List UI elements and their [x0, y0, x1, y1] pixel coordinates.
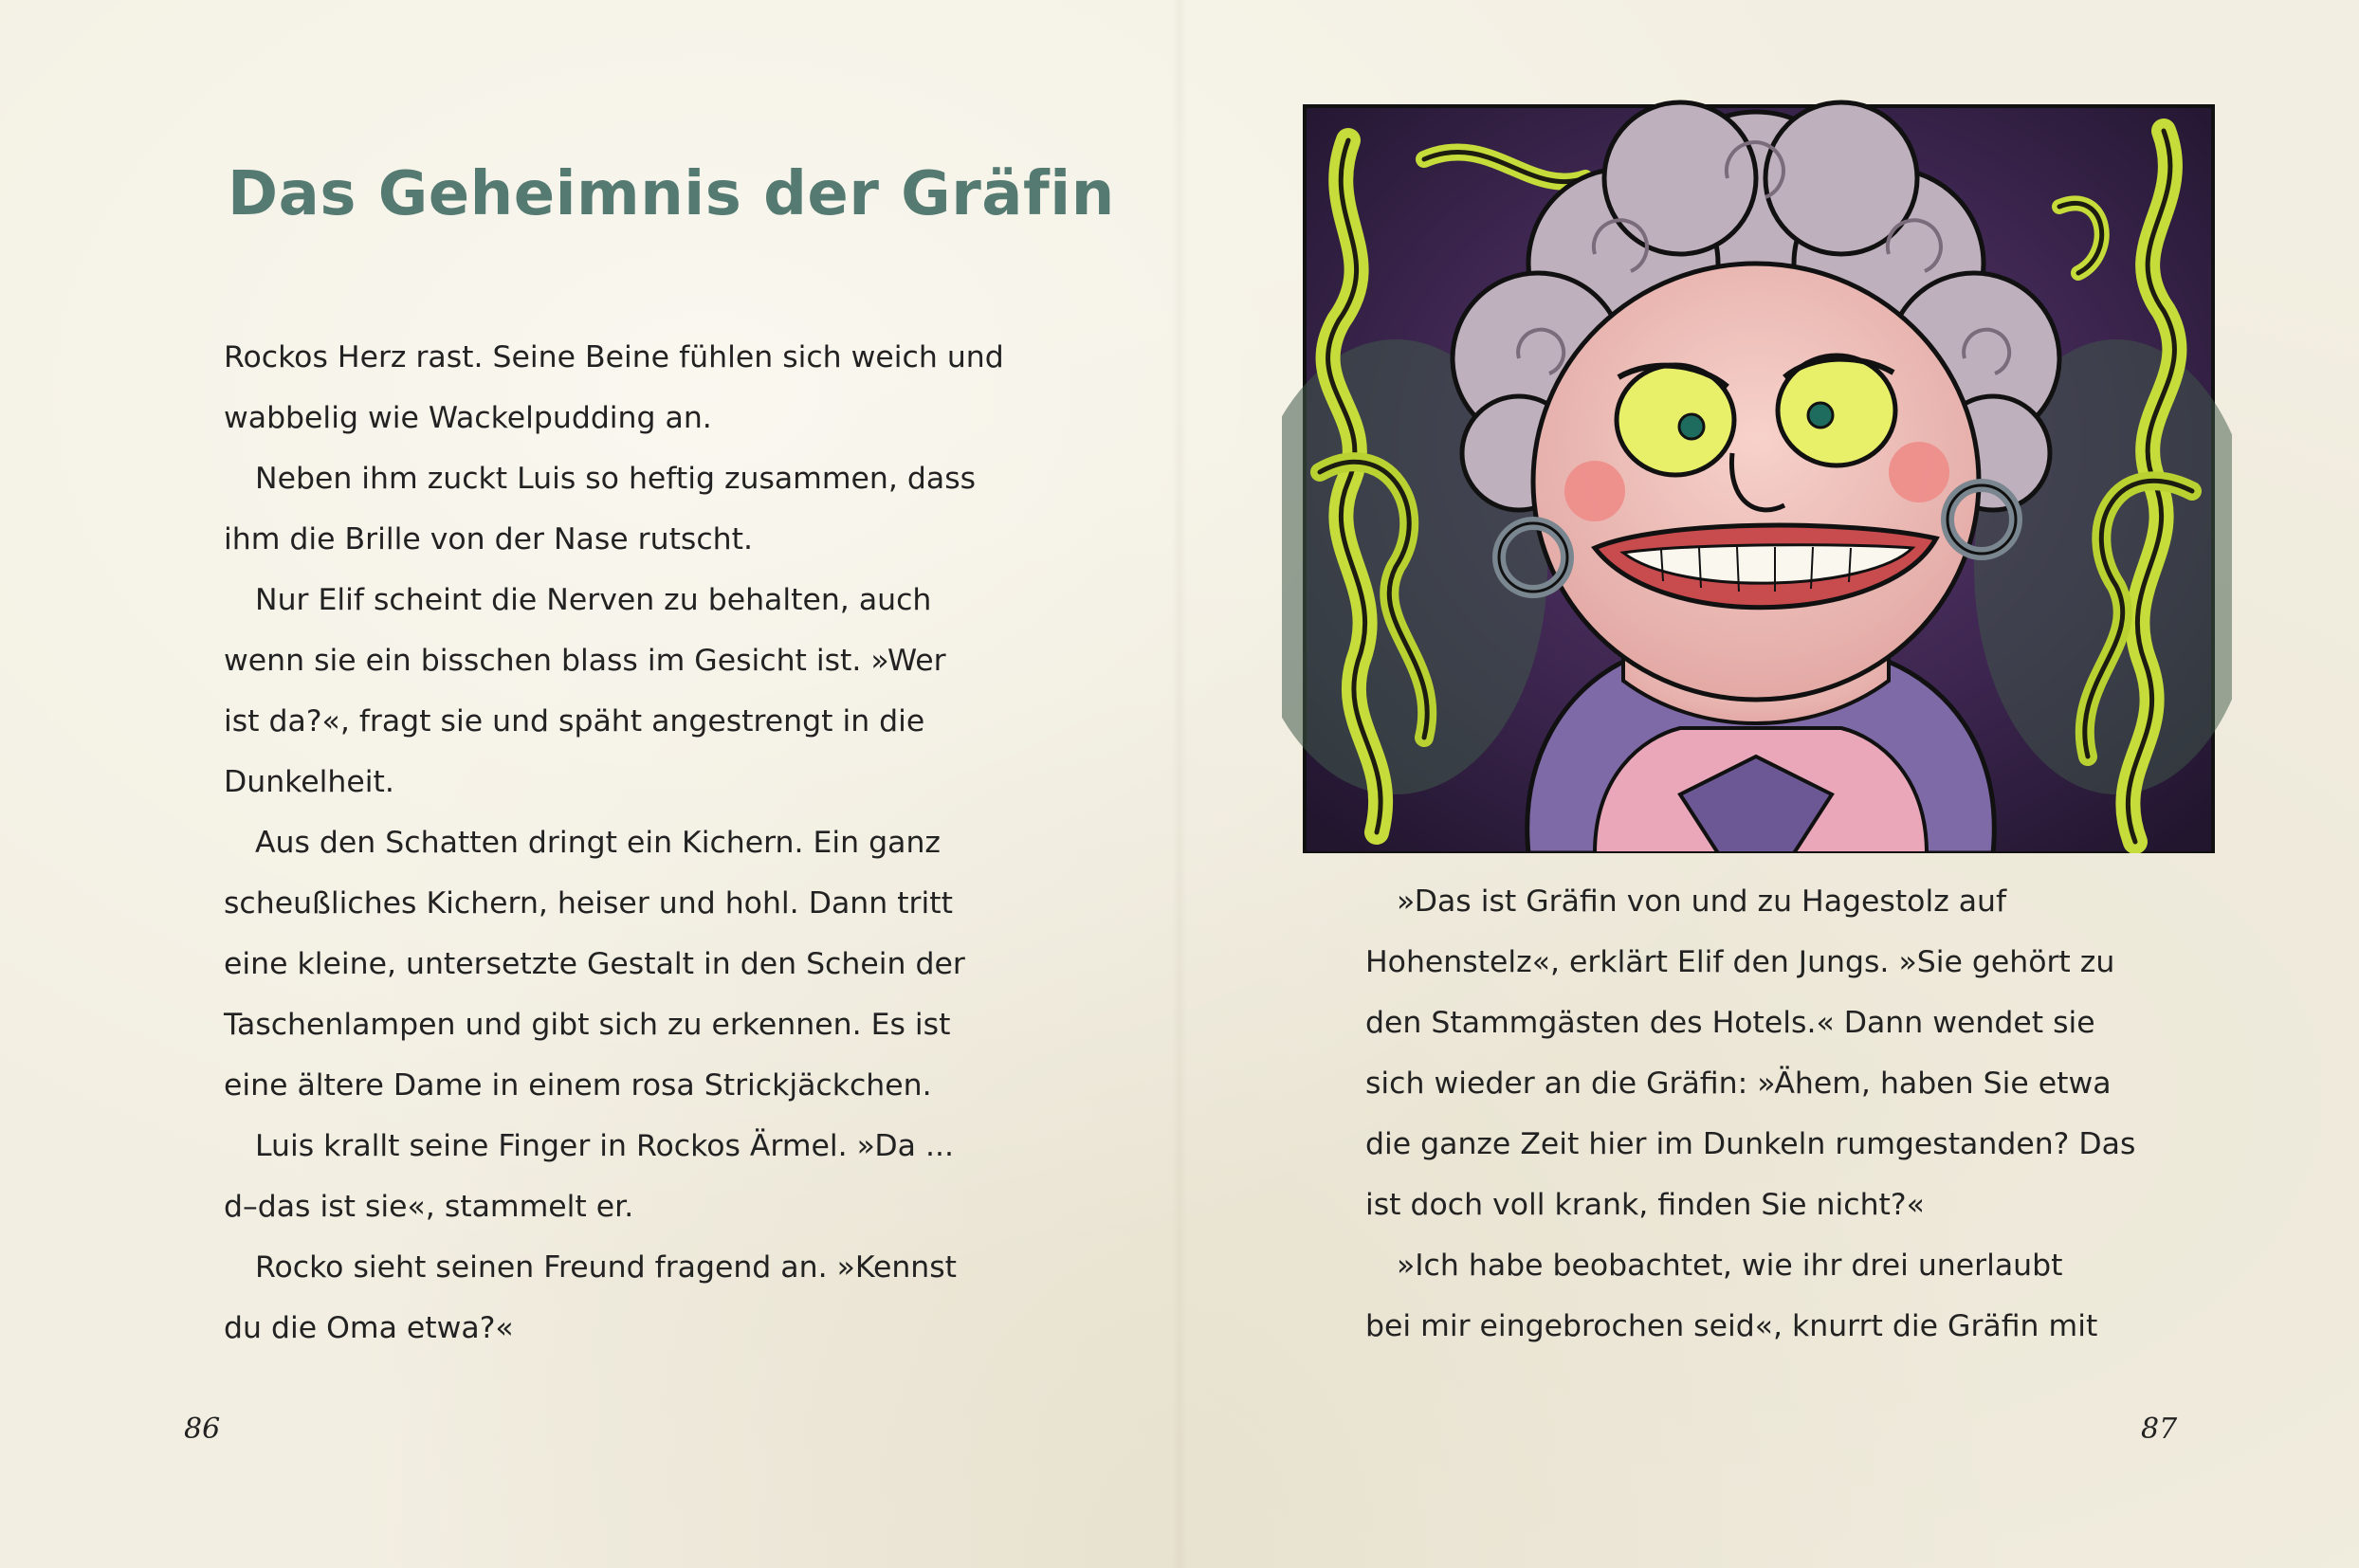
text-line: Dunkelheit.: [224, 765, 394, 799]
text-line: eine ältere Dame in einem rosa Strickjäckchen.: [224, 1068, 932, 1103]
chapter-title: Das Geheimnis der Gräfin: [228, 159, 1115, 229]
text-line: »Ich habe beobachtet, wie ihr drei unerlaubt: [1397, 1249, 2063, 1283]
text-line: Neben ihm zuckt Luis so heftig zusammen, dass: [255, 462, 977, 496]
text-line: Rockos Herz rast. Seine Beine fühlen sich weich und: [224, 340, 1004, 374]
text-line: ist da?«, fragt sie und späht angestrengt in die: [224, 704, 925, 738]
text-line: den Stammgästen des Hotels.« Dann wendet sie: [1365, 1006, 2095, 1040]
text-line: du die Oma etwa?«: [224, 1311, 514, 1345]
text-line: »Das ist Gräfin von und zu Hagestolz auf: [1397, 884, 2007, 919]
text-line: eine kleine, untersetzte Gestalt in den Schein der: [224, 947, 965, 981]
text-line: bei mir eingebrochen seid«, knurrt die Gräfin mit: [1365, 1309, 2098, 1343]
page-number-right: 87: [2141, 1413, 2178, 1446]
right-page-text: [1365, 871, 2152, 1357]
text-line: wenn sie ein bisschen blass im Gesicht ist. »Wer: [224, 644, 946, 678]
text-line: wabbelig wie Wackelpudding an.: [224, 401, 712, 435]
text-line: Rocko sieht seinen Freund fragend an. »Kennst: [255, 1250, 958, 1285]
text-line: d–das ist sie«, stammelt er.: [224, 1190, 634, 1224]
text-line: sich wieder an die Gräfin: »Ähem, haben Sie etwa: [1365, 1067, 2112, 1101]
left-page-text: [224, 327, 1004, 1358]
text-line: Hohenstelz«, erklärt Elif den Jungs. »Sie gehört zu: [1365, 945, 2115, 979]
text-line: ist doch voll krank, finden Sie nicht?«: [1365, 1188, 1925, 1222]
text-line: Nur Elif scheint die Nerven zu behalten, auch: [255, 583, 932, 617]
text-line: die ganze Zeit hier im Dunkeln rumgestanden? Das: [1365, 1127, 2136, 1161]
text-line: Aus den Schatten dringt ein Kichern. Ein ganz: [255, 826, 941, 860]
text-line: Luis krallt seine Finger in Rockos Ärmel. »Da ...: [255, 1129, 955, 1163]
countess-illustration: [1282, 74, 2232, 853]
text-line: ihm die Brille von der Nase rutscht.: [224, 522, 753, 556]
text-line: scheußliches Kichern, heiser und hohl. Dann tritt: [224, 886, 953, 921]
book-gutter: [1172, 0, 1187, 1568]
page-number-left: 86: [184, 1413, 221, 1446]
text-line: Taschenlampen und gibt sich zu erkennen. Es ist: [224, 1008, 951, 1042]
